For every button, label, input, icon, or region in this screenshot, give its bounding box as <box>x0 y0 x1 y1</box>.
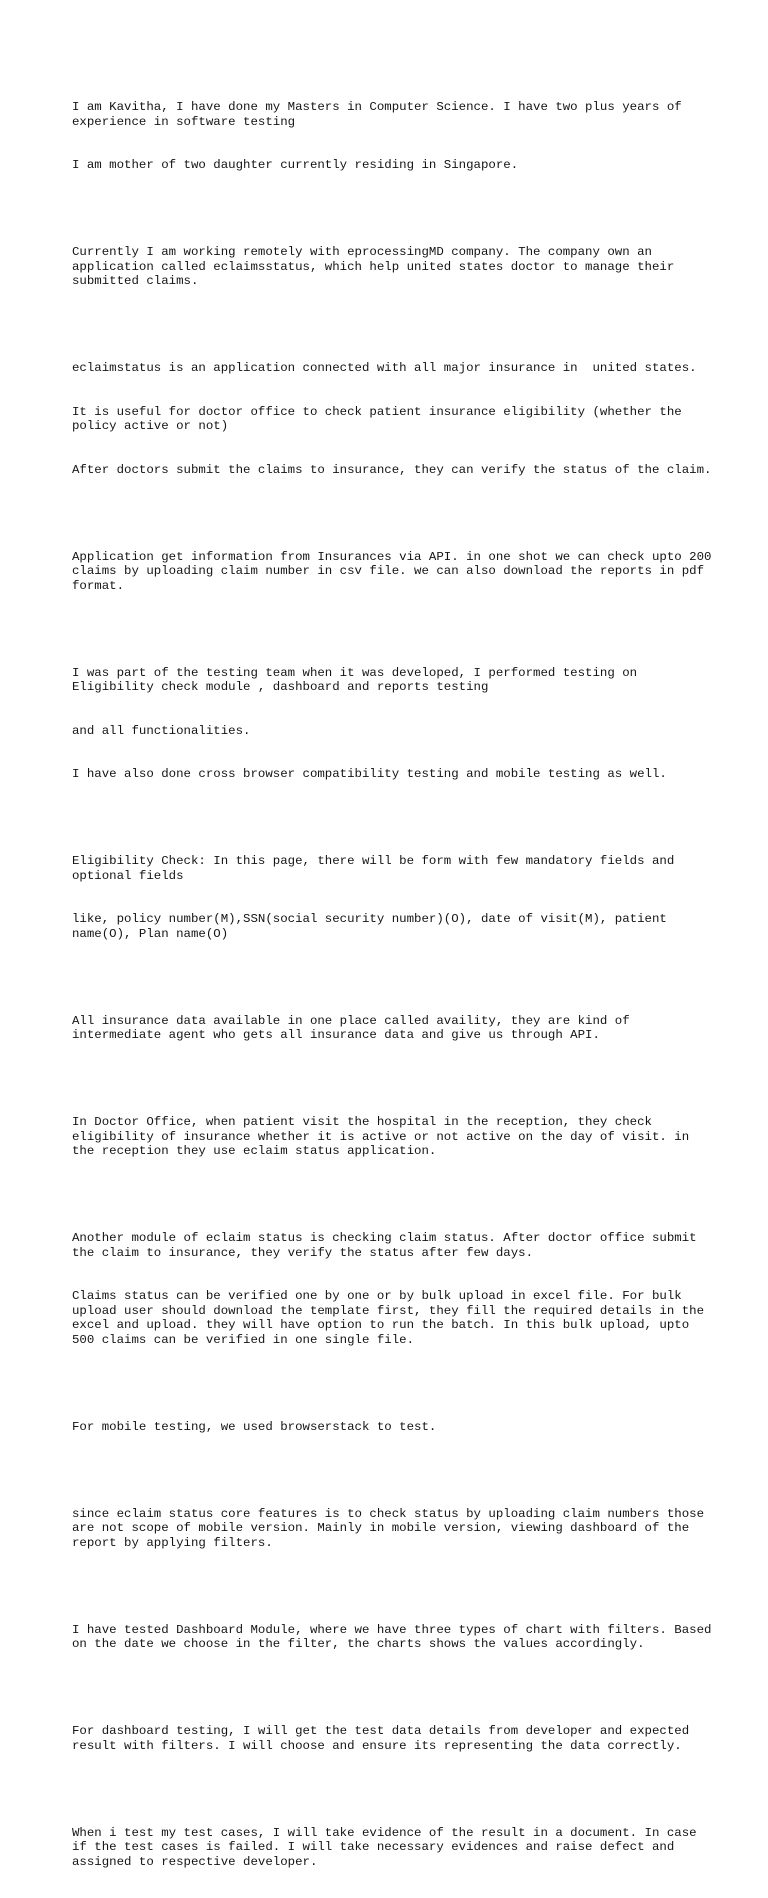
paragraph-testing-team <box>72 637 712 811</box>
text-line: like, policy number(M),SSN(social security number)(O), date of visit(M), patient name(O), Plan name(O) <box>72 912 712 941</box>
text-line: and all functionalities. <box>72 724 712 739</box>
text-line: I have tested Dashboard Module, where we have three types of chart with filters. Based on the date we choose in the filter, the charts shows the values accordingly. <box>72 1623 712 1652</box>
text-line: Eligibility Check: In this page, there will be form with few mandatory fields and optional fields <box>72 854 712 883</box>
text-line: For mobile testing, we used browserstack to test. <box>72 1420 712 1435</box>
text-line: I am mother of two daughter currently residing in Singapore. <box>72 158 712 173</box>
paragraph-eclaimstatus <box>72 332 712 506</box>
text-line: All insurance data available in one place called availity, they are kind of intermediate agent who gets all insurance data and give us through API. <box>72 1014 712 1043</box>
text-line: Currently I am working remotely with eprocessingMD company. The company own an application called eclaimsstatus, which help united states doctor to manage their submitted claims. <box>72 245 712 289</box>
text-line: I am Kavitha, I have done my Masters in Computer Science. I have two plus years of experience in software testing <box>72 100 712 129</box>
text-line: For dashboard testing, I will get the test data details from developer and expected result with filters. I will choose and ensure its representing the data correctly. <box>72 1724 712 1753</box>
paragraph-doctor-office <box>72 1086 712 1188</box>
text-line: Application get information from Insurances via API. in one shot we can check upto 200 claims by uploading claim number in csv file. we can also download the reports in pdf format. <box>72 550 712 594</box>
paragraph-dashboard-testing <box>72 1695 712 1782</box>
paragraph-api <box>72 521 712 623</box>
text-line: When i test my test cases, I will take evidence of the result in a document. In case if the test cases is failed. I will take necessary evidences and raise defect and assigned to respective developer. <box>72 1826 712 1870</box>
paragraph-claim-status <box>72 1202 712 1376</box>
text-line: eclaimstatus is an application connected with all major insurance in united states. <box>72 361 712 376</box>
text-line: It is useful for doctor office to check patient insurance eligibility (whether the policy active or not) <box>72 405 712 434</box>
text-line: After doctors submit the claims to insurance, they can verify the status of the claim. <box>72 463 712 478</box>
paragraph-evidence <box>72 1797 712 1898</box>
paragraph-eligibility-check <box>72 825 712 970</box>
paragraph-current-work <box>72 216 712 318</box>
document-page <box>72 71 712 1898</box>
text-line: Another module of eclaim status is checking claim status. After doctor office submit the claim to insurance, they verify the status after few days. <box>72 1231 712 1260</box>
text-line: Claims status can be verified one by one or by bulk upload in excel file. For bulk upload user should download the template first, they fill the required details in the excel and upload. they will have option to run the batch. In this bulk upload, upto 500 claims can be verified in one single file. <box>72 1289 712 1347</box>
paragraph-intro <box>72 71 712 202</box>
text-line: I was part of the testing team when it was developed, I performed testing on Eligibility check module , dashboard and reports testing <box>72 666 712 695</box>
text-line: since eclaim status core features is to check status by uploading claim numbers those are not scope of mobile version. Mainly in mobile version, viewing dashboard of the report by applying filters. <box>72 1507 712 1551</box>
text-line: In Doctor Office, when patient visit the hospital in the reception, they check eligibility of insurance whether it is active or not active on the day of visit. in the reception they use eclaim status application. <box>72 1115 712 1159</box>
paragraph-mobile-scope <box>72 1478 712 1580</box>
text-line: I have also done cross browser compatibility testing and mobile testing as well. <box>72 767 712 782</box>
paragraph-dashboard-module <box>72 1594 712 1681</box>
paragraph-mobile-testing <box>72 1391 712 1464</box>
paragraph-availity <box>72 985 712 1072</box>
